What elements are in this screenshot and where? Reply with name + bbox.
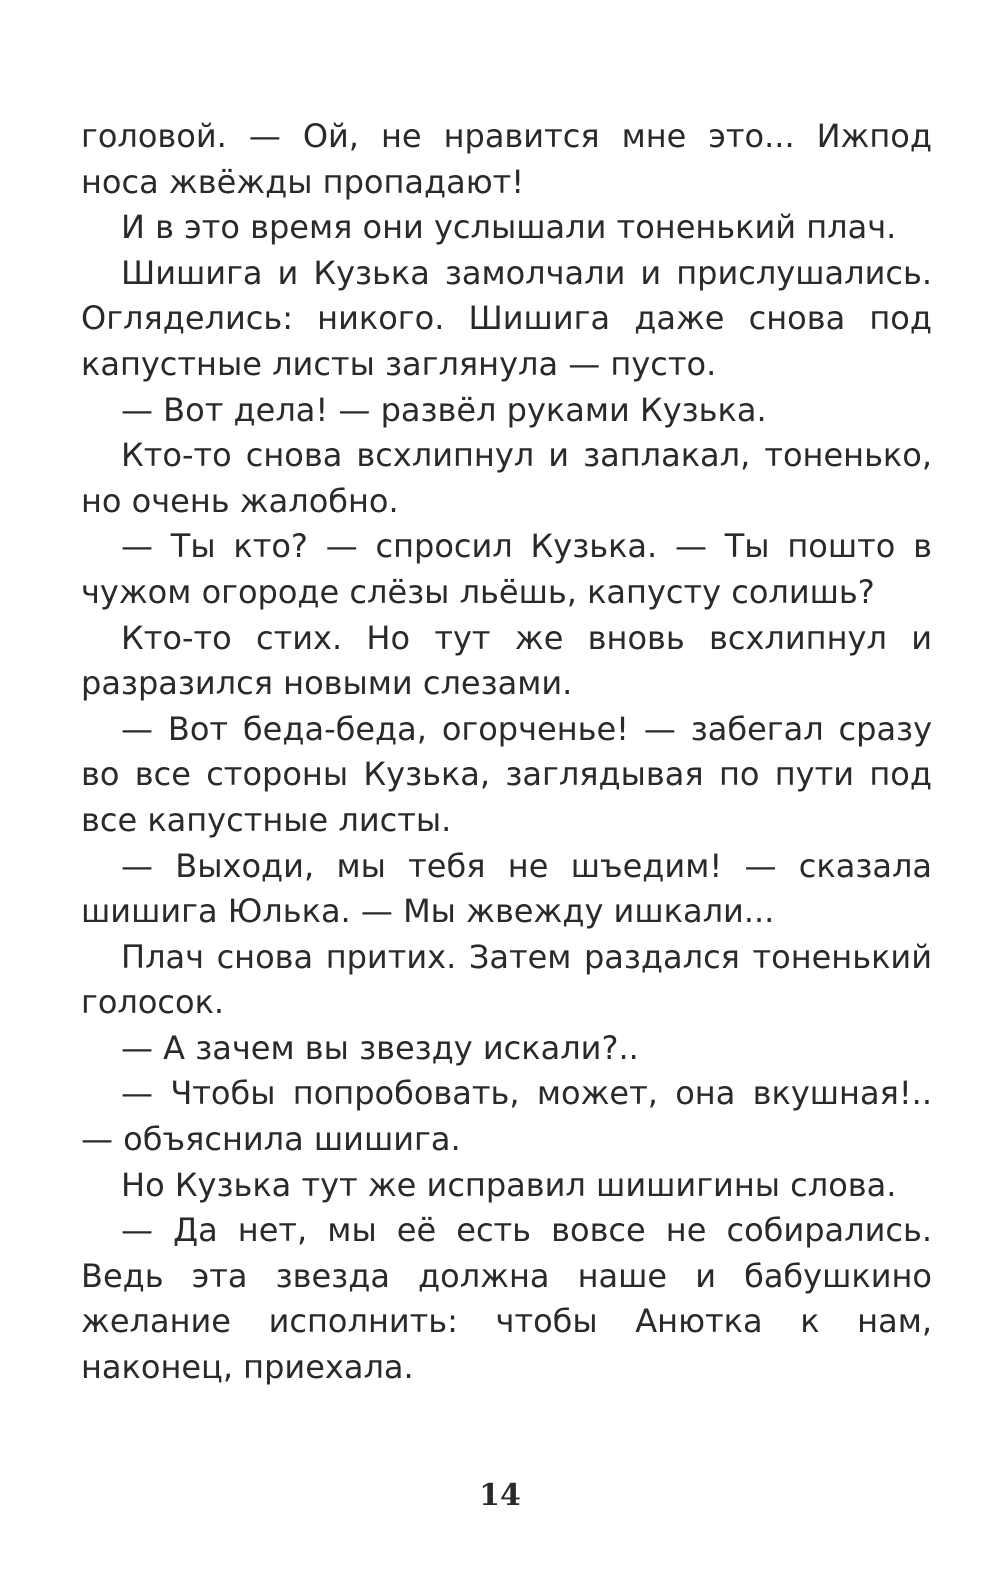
paragraph-11: — А зачем вы звезду искали?.. xyxy=(121,1028,639,1067)
paragraph-5: Кто-то снова всхлипнул и заплакал, тоненько, но очень жалобно. xyxy=(81,436,932,520)
paragraph-3: Шишига и Кузька замолчали и прислушались. Огляделись: никого. Шишига даже снова под капустные листы заглянула — пусто. xyxy=(81,253,932,383)
paragraph-10: Плач снова притих. Затем раздался тоненький голосок. xyxy=(81,937,932,1022)
paragraph-2: И в это время они услышали тоненький плач. xyxy=(121,208,897,247)
paragraph-8: — Вот беда-беда, огорченье! — забегал сразу во все стороны Кузька, заглядывая по пути под все капустные листы. xyxy=(81,709,932,839)
paragraph-12: — Чтобы попробовать, может, она вкушная!.. — объяснила шишига. xyxy=(81,1074,932,1159)
paragraph-1: головой. — Ой, не нравится мне это... Ижпод носа жвёжды пропадают! xyxy=(81,117,932,201)
paragraph-7: Кто-то стих. Но тут же вновь всхлипнул и разразился новыми слезами. xyxy=(81,618,932,703)
page-text xyxy=(81,114,932,1391)
paragraph-14: — Да нет, мы её есть вовсе не собирались. Ведь эта звезда должна наше и бабушкино желание исполнить: чтобы Анютка к нам, наконец, приехала. xyxy=(81,1211,932,1387)
page-number: 14 xyxy=(479,1478,521,1513)
paragraph-13: Но Кузька тут же исправил шишигины слова. xyxy=(121,1165,897,1204)
paragraph-4: — Вот дела! — развёл руками Кузька. xyxy=(121,390,767,429)
paragraph-9: — Выходи, мы тебя не шъедим! — сказала шишига Юлька. — Мы жвежду ишкали... xyxy=(81,846,932,931)
paragraph-6: — Ты кто? — спросил Кузька. — Ты пошто в чужом огороде слёзы льёшь, капусту солишь? xyxy=(81,527,932,611)
